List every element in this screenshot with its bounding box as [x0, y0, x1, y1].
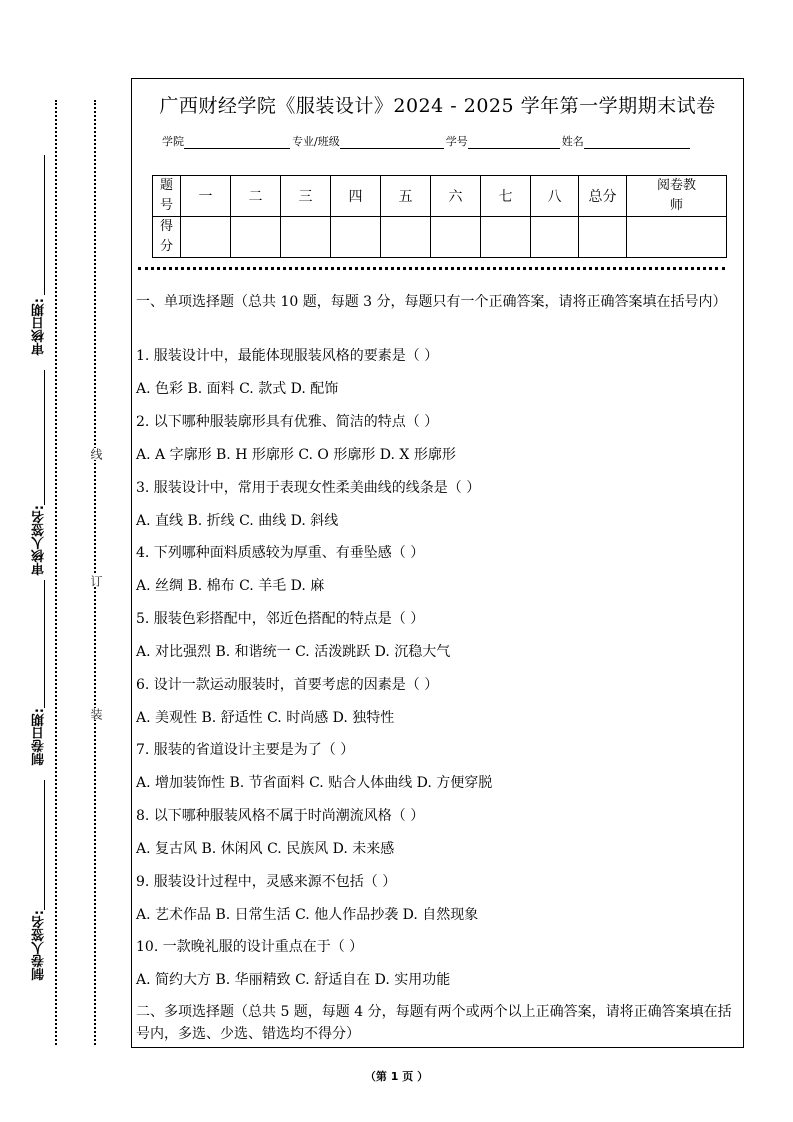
question-5: 5. 服装色彩搭配中，邻近色搭配的特点是（ ）	[136, 611, 425, 627]
question-2: 2. 以下哪种服装廓形具有优雅、简洁的特点（ ）	[136, 414, 439, 430]
score-cell[interactable]	[481, 217, 531, 258]
question-6: 6. 设计一款运动服装时，首要考虑的因素是（ ）	[136, 677, 439, 693]
score-table-header-row	[153, 176, 727, 217]
question-3: 3. 服装设计中，常用于表现女性柔美曲线的线条是（ ）	[136, 480, 481, 496]
score-cell[interactable]	[381, 217, 431, 258]
reviewer-signature-field[interactable]	[44, 370, 45, 505]
name-field[interactable]	[584, 136, 690, 149]
score-header: 五	[381, 176, 431, 217]
section-1-heading: 一、单项选择题（总共 10 题，每题 3 分，每题只有一个正确答案，请将正确答案填在括号内）	[136, 294, 727, 310]
college-field[interactable]	[184, 136, 290, 149]
fold-word: 装	[89, 708, 103, 720]
college-label: 学院	[162, 135, 184, 148]
score-header: 一	[181, 176, 231, 217]
answer-options-5: A. 对比强烈 B. 和谐统一 C. 活泼跳跃 D. 沉稳大气	[136, 644, 451, 660]
page-number: （第 1 页 ）	[364, 1070, 429, 1083]
score-cell[interactable]	[281, 217, 331, 258]
score-header: 二	[231, 176, 281, 217]
maker-signature-field[interactable]	[44, 780, 45, 910]
score-cell[interactable]	[627, 217, 727, 258]
score-header: 总分	[579, 176, 627, 217]
score-header: 阅卷教师	[627, 176, 727, 217]
section-2-heading: 二、多项选择题（总共 5 题，每题 4 分，每题有两个或两个以上正确答案，请将正确答案填在括号内，多选、少选、错选均不得分）	[136, 1004, 732, 1042]
review-date-label: 审核日期:	[32, 298, 47, 356]
student-id-label: 学号	[445, 135, 468, 148]
bind-word: 订	[89, 575, 103, 587]
reviewer-signature-label: 审核人签名:	[32, 505, 47, 576]
row-label-question-no: 题号	[153, 176, 181, 217]
make-date-field[interactable]	[44, 580, 45, 708]
question-7: 7. 服装的省道设计主要是为了（ ）	[136, 742, 355, 758]
score-table-score-row	[153, 217, 727, 258]
dotted-divider	[138, 267, 725, 270]
question-9: 9. 服装设计过程中，灵感来源不包括（ ）	[136, 874, 397, 890]
student-info-row	[162, 133, 692, 149]
major-label: 专业/班级	[292, 135, 340, 148]
answer-options-8: A. 复古风 B. 休闲风 C. 民族风 D. 未来感	[136, 841, 395, 857]
answer-options-1: A. 色彩 B. 面料 C. 款式 D. 配饰	[136, 381, 339, 397]
score-header: 四	[331, 176, 381, 217]
row-label-score: 得分	[153, 217, 181, 258]
exam-frame	[131, 78, 744, 1048]
inner-dotted-line	[94, 100, 96, 1045]
answer-options-7: A. 增加装饰性 B. 节省面料 C. 贴合人体曲线 D. 方便穿脱	[136, 775, 493, 791]
name-label: 姓名	[561, 135, 584, 148]
line-word: 线	[89, 448, 103, 460]
major-field[interactable]	[340, 136, 444, 149]
score-header: 六	[431, 176, 481, 217]
score-cell[interactable]	[531, 217, 579, 258]
score-cell[interactable]	[231, 217, 281, 258]
make-date-label: 制卷日期:	[32, 708, 47, 766]
outer-dotted-line	[55, 100, 57, 1045]
question-8: 8. 以下哪种服装风格不属于时尚潮流风格（ ）	[136, 808, 425, 824]
answer-options-10: A. 简约大方 B. 华丽精致 C. 舒适自在 D. 实用功能	[136, 972, 451, 988]
question-4: 4. 下列哪种面料质感较为厚重、有垂坠感（ ）	[136, 545, 425, 561]
answer-options-9: A. 艺术作品 B. 日常生活 C. 他人作品抄袭 D. 自然现象	[136, 907, 479, 923]
answer-options-6: A. 美观性 B. 舒适性 C. 时尚感 D. 独特性	[136, 710, 395, 726]
score-cell[interactable]	[181, 217, 231, 258]
maker-signature-label: 制卷人签名:	[32, 910, 47, 981]
exam-title: 广西财经学院《服装设计》2024 - 2025 学年第一学期期末试卷	[159, 95, 716, 117]
student-id-field[interactable]	[468, 136, 560, 149]
score-header: 七	[481, 176, 531, 217]
question-1: 1. 服装设计中，最能体现服装风格的要素是（ ）	[136, 348, 439, 364]
score-cell[interactable]	[579, 217, 627, 258]
score-header: 三	[281, 176, 331, 217]
score-table	[152, 175, 727, 258]
question-10: 10. 一款晚礼服的设计重点在于（ ）	[136, 939, 364, 955]
review-date-field[interactable]	[44, 155, 45, 295]
answer-options-3: A. 直线 B. 折线 C. 曲线 D. 斜线	[136, 513, 339, 529]
score-header: 八	[531, 176, 579, 217]
answer-options-2: A. A 字廓形 B. H 形廓形 C. O 形廓形 D. X 形廓形	[136, 447, 456, 463]
answer-options-4: A. 丝绸 B. 棉布 C. 羊毛 D. 麻	[136, 578, 325, 594]
score-cell[interactable]	[431, 217, 481, 258]
score-cell[interactable]	[331, 217, 381, 258]
